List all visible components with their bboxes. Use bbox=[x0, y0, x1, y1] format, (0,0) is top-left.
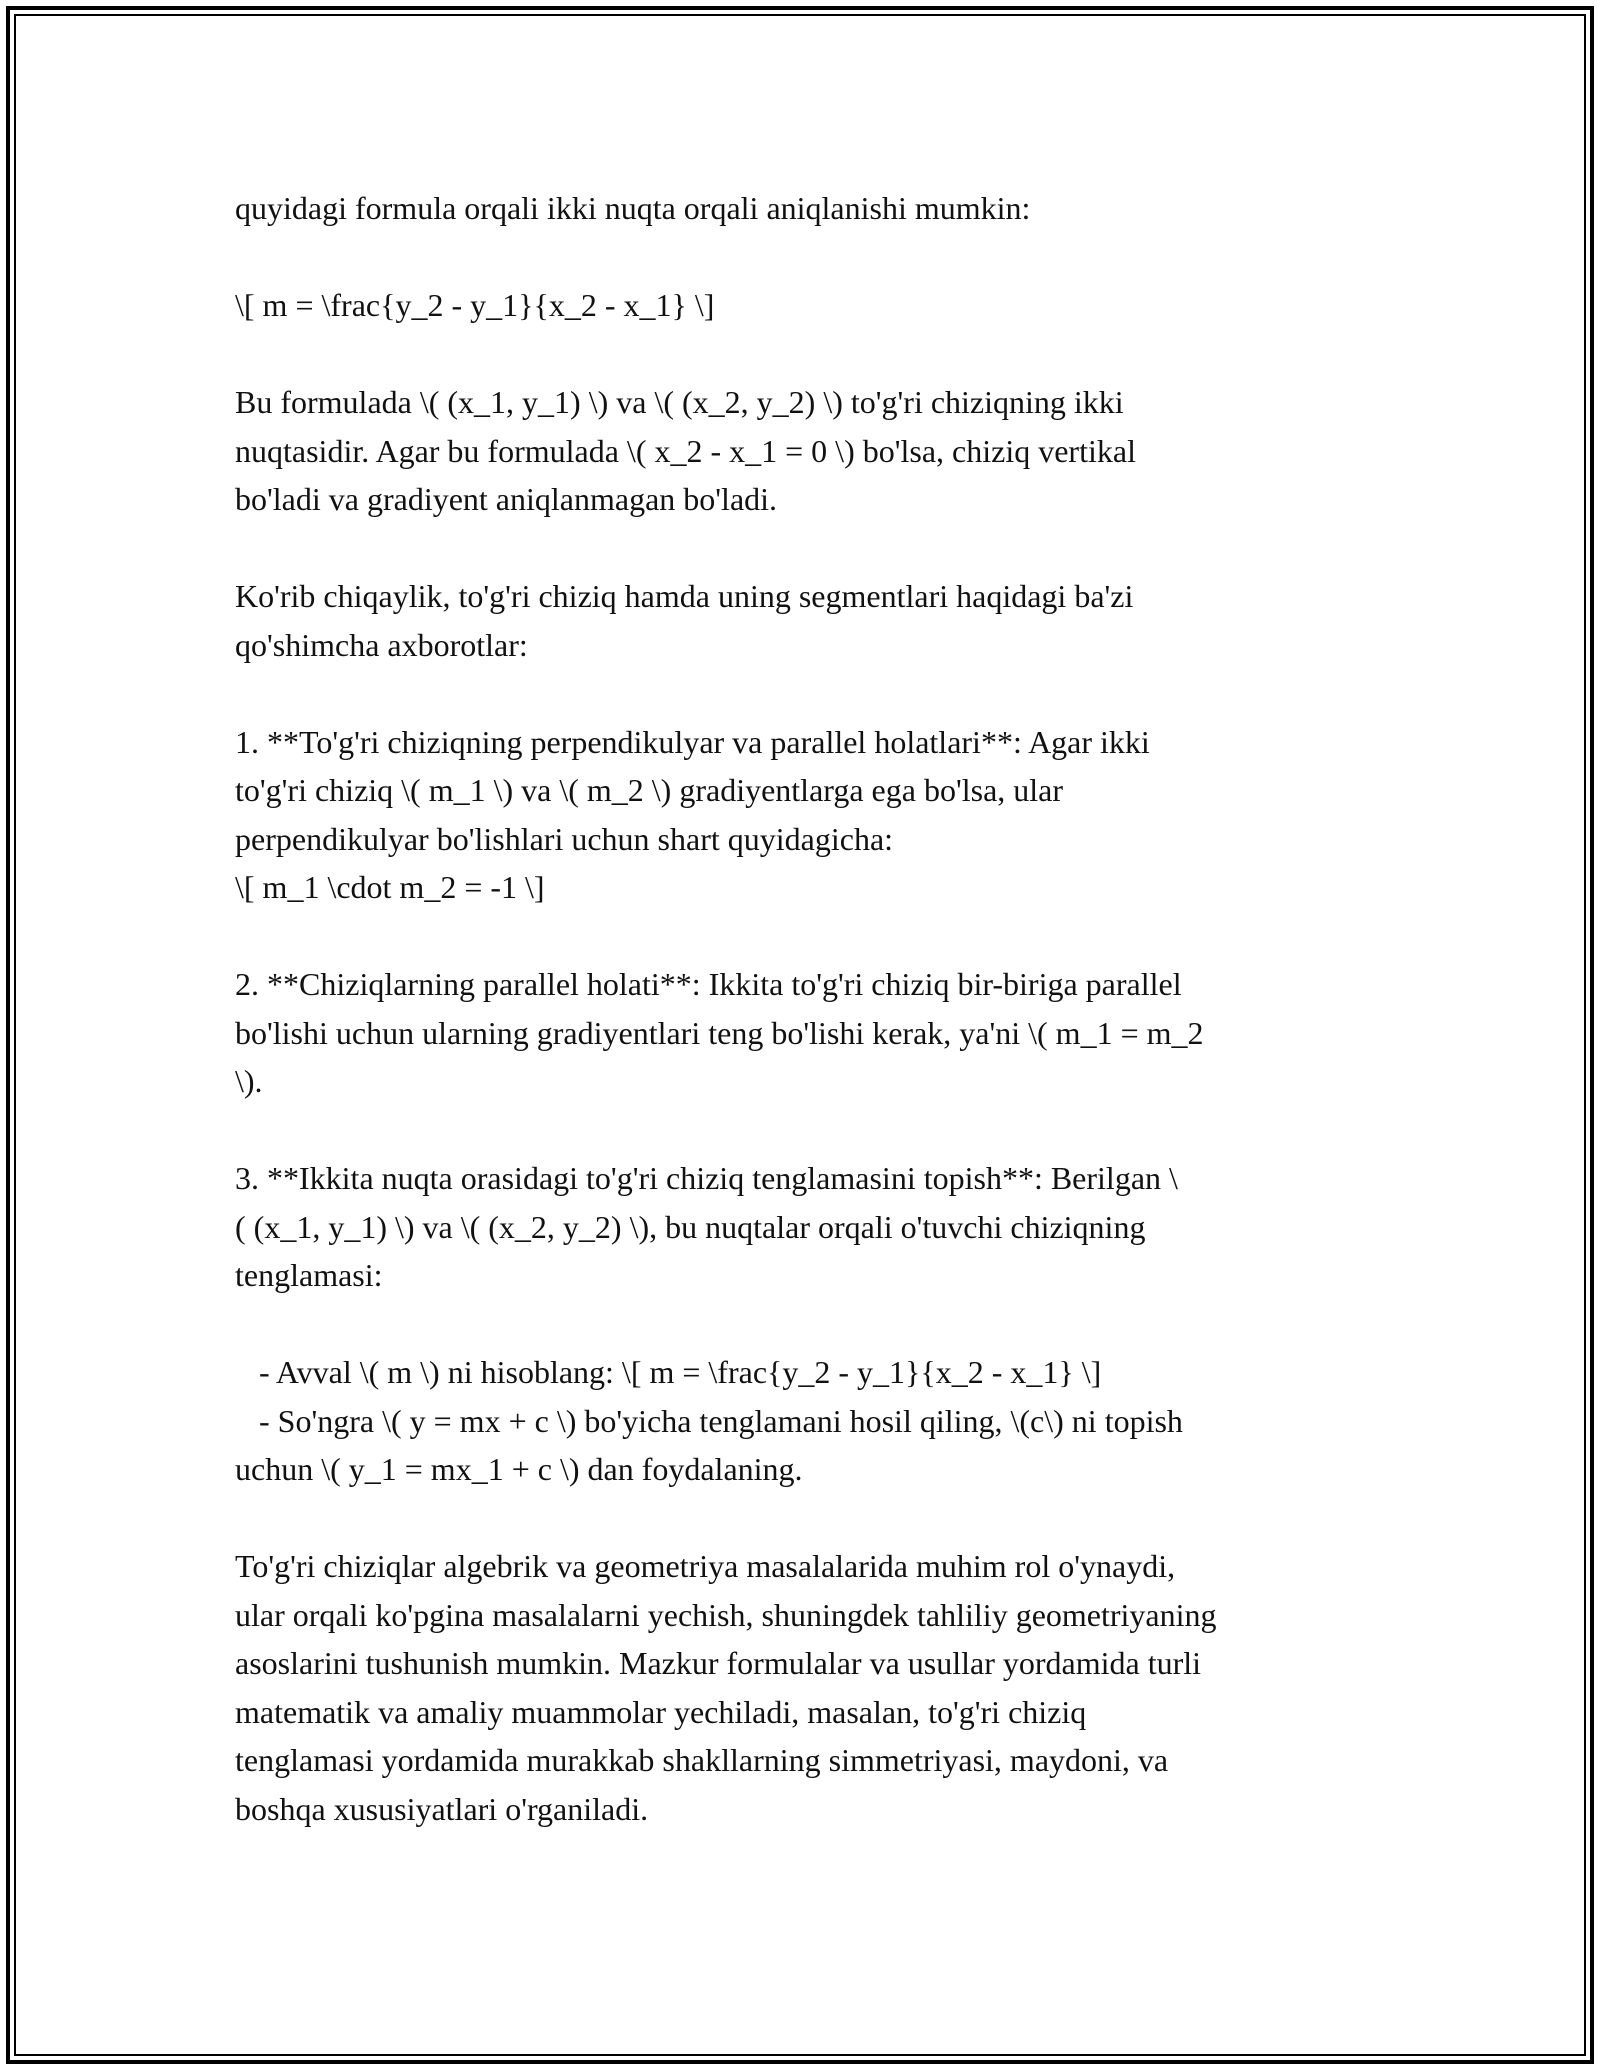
text-line: to'g'ri chiziq \( m_1 \) va \( m_2 \) gradiyentlarga ega bo'lsa, ular bbox=[235, 772, 1064, 808]
text-line: boshqa xususiyatlari o'rganiladi. bbox=[235, 1790, 649, 1827]
paragraph bbox=[235, 572, 1375, 669]
text-line: ular orqali ko'pgina masalalarni yechish, shuningdek tahliliy geometriyaning bbox=[235, 1596, 1217, 1633]
text-line: perpendikulyar bo'lishlari uchun shart quyidagicha: bbox=[235, 820, 894, 857]
text-line: Ko'rib chiqaylik, to'g'ri chiziq hamda uning segmentlari haqidagi ba'zi bbox=[235, 578, 1134, 614]
text-line: \). bbox=[235, 1063, 263, 1099]
text-line: bo'lishi uchun ularning gradiyentlari teng bo'lishi kerak, ya'ni \( m_1 = m_2 bbox=[235, 1014, 1204, 1051]
paragraph bbox=[235, 1154, 1375, 1300]
text-line: \[ m = \frac{y_2 - y_1}{x_2 - x_1} \] bbox=[235, 287, 715, 323]
text-line: ( (x_1, y_1) \) va \( (x_2, y_2) \), bu nuqtalar orqali o'tuvchi chiziqning bbox=[235, 1208, 1146, 1245]
text-line: 2. **Chiziqlarning parallel holati**: Ikkita to'g'ri chiziq bir-biriga parallel bbox=[235, 966, 1182, 1002]
document-body bbox=[235, 184, 1375, 1833]
paragraph bbox=[235, 1348, 1375, 1494]
text-line: tenglamasi yordamida murakkab shakllarning simmetriyasi, maydoni, va bbox=[235, 1742, 1169, 1778]
paragraph bbox=[235, 184, 1375, 233]
paragraph bbox=[235, 378, 1375, 524]
text-line: quyidagi formula orqali ikki nuqta orqali aniqlanishi mumkin: bbox=[235, 190, 1031, 226]
paragraph bbox=[235, 960, 1375, 1106]
text-line: - Avval \( m \) ni hisoblang: \[ m = \frac{y_2 - y_1}{x_2 - x_1} \] bbox=[235, 1354, 1102, 1390]
paragraph bbox=[235, 718, 1375, 912]
text-line: 1. **To'g'ri chiziqning perpendikulyar va parallel holatlari**: Agar ikki bbox=[235, 723, 1150, 760]
text-line: 3. **Ikkita nuqta orasidagi to'g'ri chiziq tenglamasini topish**: Berilgan \ bbox=[235, 1160, 1178, 1196]
text-line: bo'ladi va gradiyent aniqlanmagan bo'ladi. bbox=[235, 481, 778, 517]
paragraph bbox=[235, 1542, 1375, 1833]
text-line: uchun \( y_1 = mx_1 + c \) dan foydalaning. bbox=[235, 1451, 803, 1487]
text-line: - So'ngra \( y = mx + c \) bo'yicha tenglamani hosil qiling, \(c\) ni topish bbox=[235, 1402, 1183, 1439]
paragraph bbox=[235, 281, 1375, 330]
text-line: \[ m_1 \cdot m_2 = -1 \] bbox=[235, 869, 545, 905]
text-line: asoslarini tushunish mumkin. Mazkur formulalar va usullar yordamida turli bbox=[235, 1645, 1202, 1681]
text-line: nuqtasidir. Agar bu formulada \( x_2 - x_1 = 0 \) bo'lsa, chiziq vertikal bbox=[235, 432, 1136, 469]
text-line: Bu formulada \( (x_1, y_1) \) va \( (x_2, y_2) \) to'g'ri chiziqning ikki bbox=[235, 384, 1124, 420]
text-line: matematik va amaliy muammolar yechiladi, masalan, to'g'ri chiziq bbox=[235, 1693, 1087, 1730]
text-line: qo'shimcha axborotlar: bbox=[235, 626, 528, 663]
text-line: To'g'ri chiziqlar algebrik va geometriya masalalarida muhim rol o'ynaydi, bbox=[235, 1548, 1176, 1584]
text-line: tenglamasi: bbox=[235, 1257, 383, 1293]
